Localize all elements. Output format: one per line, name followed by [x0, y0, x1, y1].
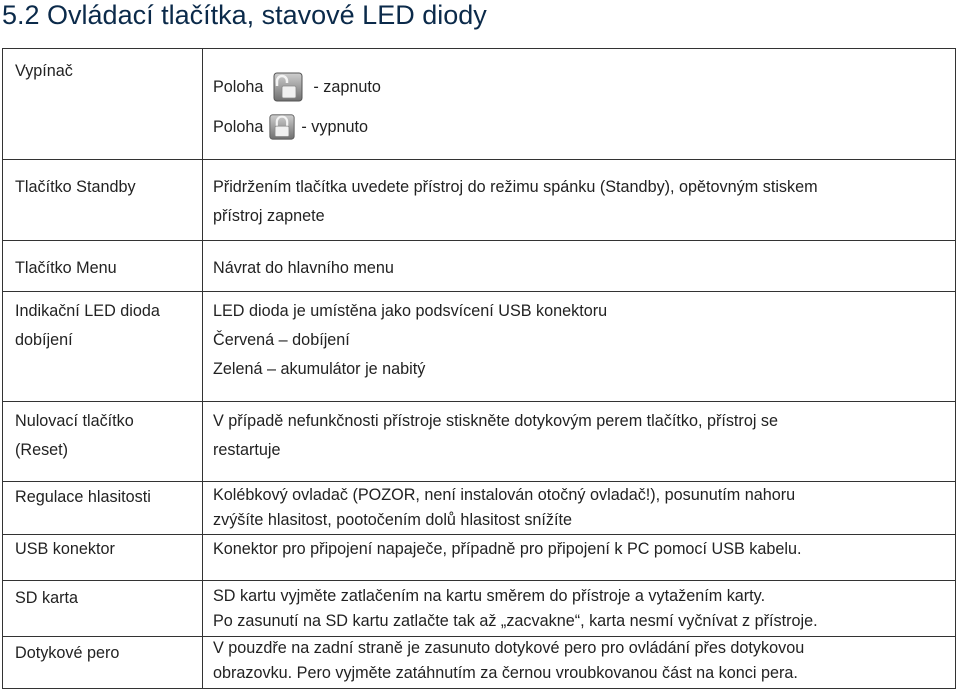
description-line: SD kartu vyjměte zatlačením na kartu směrem do přístroje a vytažením karty. [213, 587, 766, 605]
row-description-cell [203, 240, 956, 291]
row-description-cell [203, 49, 956, 159]
controls-table [2, 48, 956, 689]
table-row [3, 534, 956, 581]
row-description-cell [203, 580, 956, 636]
row-label-cell [3, 401, 203, 481]
row-label: Vypínač [15, 62, 73, 80]
table-row [3, 291, 956, 402]
description-line: obrazovku. Pero vyjměte zatáhnutím za černou vroubkovanou část na konci pera. [213, 664, 798, 682]
row-description-cell [203, 481, 956, 534]
row-label: Regulace hlasitosti [15, 488, 151, 506]
row-label: Tlačítko Menu [15, 259, 117, 277]
row-label-cell [3, 159, 203, 240]
unlocked-padlock-icon [269, 72, 307, 102]
table-row [3, 636, 956, 689]
row-description-cell [203, 636, 956, 688]
row-label: (Reset) [15, 441, 69, 459]
switch-on-line [213, 67, 955, 107]
description-line: zvýšíte hlasitost, pootočením dolů hlasitost snížíte [213, 511, 573, 529]
row-description-cell [203, 401, 956, 481]
row-label: SD karta [15, 589, 78, 607]
locked-padlock-icon [269, 112, 295, 142]
description-line: V pouzdře na zadní straně je zasunuto dotykové pero pro ovládání přes dotykovou [213, 639, 805, 657]
table-row [3, 401, 956, 482]
row-label-cell [3, 240, 203, 291]
table-row [3, 49, 956, 160]
row-label-cell [3, 580, 203, 636]
description-line: Po zasunutí na SD kartu zatlačte tak až „zacvakne“, karta nesmí vyčnívat z přístroje. [213, 612, 818, 630]
row-label-cell [3, 49, 203, 159]
switch-off-line [213, 107, 955, 147]
description-line: Konektor pro připojení napaječe, případně pro připojení k PC pomocí USB kabelu. [213, 540, 802, 558]
row-label: Nulovací tlačítko [15, 412, 134, 430]
switch-position-label: Poloha [213, 77, 264, 96]
row-label-cell [3, 291, 203, 401]
switch-position-label: Poloha [213, 117, 264, 136]
row-description-cell [203, 534, 956, 580]
description-line: restartuje [213, 441, 281, 459]
description-line: V případě nefunkčnosti přístroje stiskněte dotykovým perem tlačítko, přístroj se [213, 412, 779, 430]
row-label-cell [3, 636, 203, 688]
table-row [3, 240, 956, 292]
description-line: Kolébkový ovladač (POZOR, není instalován otočný ovladač!), posunutím nahoru [213, 486, 796, 504]
description-line: Návrat do hlavního menu [213, 259, 394, 277]
row-label: Tlačítko Standby [15, 178, 136, 196]
row-label: USB konektor [15, 540, 115, 558]
row-label-cell [3, 534, 203, 580]
row-label-cell [3, 481, 203, 534]
description-line: přístroj zapnete [213, 207, 325, 225]
row-label: Indikační LED dioda [15, 302, 160, 320]
description-line: LED dioda je umístěna jako podsvícení USB konektoru [213, 302, 608, 320]
description-line: Přidržením tlačítka uvedete přístroj do režimu spánku (Standby), opětovným stiskem [213, 178, 818, 196]
switch-off-text: - vypnuto [301, 117, 368, 136]
page-title: 5.2 Ovládací tlačítka, stavové LED diody [2, 0, 487, 30]
description-line: Zelená – akumulátor je nabitý [213, 360, 426, 378]
row-description-cell [203, 291, 956, 401]
table-row [3, 159, 956, 241]
table-row [3, 580, 956, 637]
table-row [3, 481, 956, 535]
row-label: dobíjení [15, 331, 73, 349]
row-label: Dotykové pero [15, 644, 120, 662]
row-description-cell [203, 159, 956, 240]
switch-on-text: - zapnuto [313, 77, 381, 96]
description-line: Červená – dobíjení [213, 331, 350, 349]
